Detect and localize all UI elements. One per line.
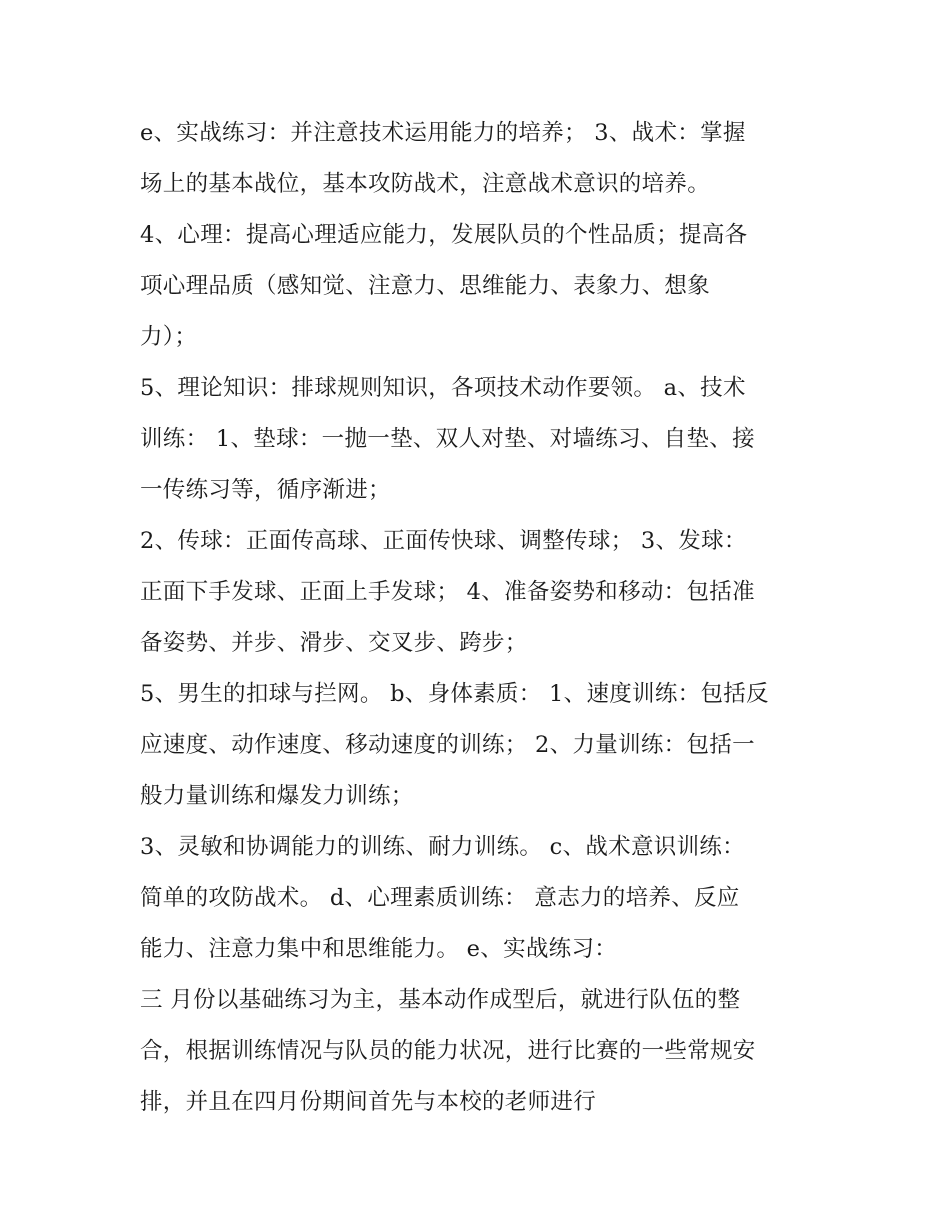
text-line: 场上的基本战位，基本攻防战术，注意战术意识的培养。 (140, 171, 711, 197)
text-line: e、实战练习：并注意技术运用能力的培养； 3、战术：掌握 (140, 120, 746, 146)
text-line: 三 月份以基础练习为主，基本动作成型后，就进行队伍的整 (140, 987, 741, 1013)
text-line: 备姿势、并步、滑步、交叉步、跨步； (140, 630, 528, 656)
text-line: 2、传球：正面传高球、正面传快球、调整传球； 3、发球： (140, 528, 747, 554)
text-line: 4、心理：提高心理适应能力，发展队员的个性品质；提高各 (140, 222, 748, 248)
text-line: 5、理论知识：排球规则知识，各项技术动作要领。 a、技术 (140, 375, 746, 401)
text-line: 训练： 1、垫球：一抛一垫、双人对垫、对墙练习、自垫、接 (140, 426, 755, 452)
text-line: 排，并且在四月份期间首先与本校的老师进行 (140, 1089, 597, 1115)
text-line: 能力、注意力集中和思维能力。 e、实战练习： (140, 936, 618, 962)
text-line: 正面下手发球、正面上手发球； 4、准备姿势和移动：包括准 (140, 579, 755, 605)
text-line: 般力量训练和爆发力训练； (140, 783, 414, 809)
text-line: 合，根据训练情况与队员的能力状况，进行比赛的一些常规安 (140, 1038, 756, 1064)
text-line: 一传练习等，循序渐进； (140, 477, 391, 503)
text-line: 简单的攻防战术。 d、心理素质训练： 意志力的培养、反应 (140, 885, 740, 911)
text-line: 应速度、动作速度、移动速度的训练； 2、力量训练：包括一 (140, 732, 755, 758)
text-line: 项心理品质（感知觉、注意力、思维能力、表象力、想象 (140, 273, 711, 299)
text-line: 5、男生的扣球与拦网。 b、身体素质： 1、速度训练：包括反 (140, 681, 769, 707)
document-body (140, 108, 840, 1128)
text-line: 力）； (140, 324, 198, 350)
text-line: 3、灵敏和协调能力的训练、耐力训练。 c、战术意识训练： (140, 834, 745, 860)
